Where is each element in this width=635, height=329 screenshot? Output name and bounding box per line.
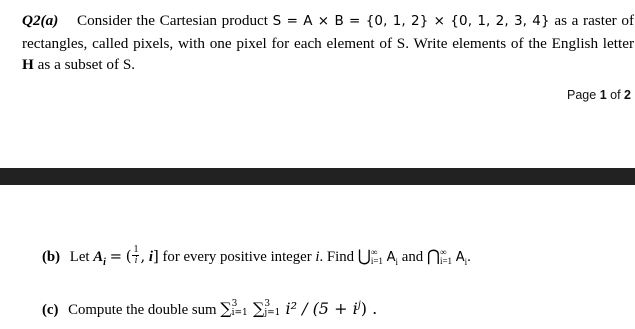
question-text-intro: Consider the Cartesian product <box>76 12 269 29</box>
question-2a <box>22 10 634 76</box>
question-text-body: as a raster of rectangles, called pixels, with one pixel for each element of S. Write elements of the English letter <box>22 12 635 52</box>
equals-sign: = <box>109 248 122 265</box>
page-prefix: Page <box>567 88 597 102</box>
sigma-i-symbol: ∑ <box>220 299 232 318</box>
fraction-one-over-i: $\frac{1}{i}$ <box>133 244 139 267</box>
and-word: and <box>401 249 424 265</box>
sum-body: i² / (5 + i <box>285 299 358 318</box>
question-label: Q2(a) <box>22 12 59 29</box>
set-a-var: A <box>93 249 104 265</box>
close-bracket: ] <box>153 248 159 265</box>
page-number <box>567 88 631 102</box>
part-b-label: (b) <box>42 249 61 265</box>
intersection-symbol: ⋂ <box>426 248 440 265</box>
double-sum-expression: ∑ 3 i=1 ∑ 3 j=1 $i^2 / (5 + i^j)$ . <box>220 298 378 318</box>
part-c-label: (c) <box>42 302 59 318</box>
part-b-var-i: i <box>315 249 320 265</box>
interval-end-i: i <box>148 249 154 265</box>
part-c-text: Compute the double sum <box>68 302 217 318</box>
set-expression: S = A × B = {0, 1, 2} × {0, 1, 2, 3, 4} <box>272 13 550 29</box>
question-text-end: as a subset of S. <box>37 56 136 73</box>
page-of: of <box>610 88 621 102</box>
page-break-bar <box>0 168 635 185</box>
union-symbol: ⋃ <box>357 248 371 265</box>
page-total: 2 <box>624 88 631 102</box>
set-a-index: i <box>103 256 106 268</box>
question-part-b: (b) Let $A_i$ = ( $\frac{1}{i}$ , i] for every positive integer i. Find ⋃ ∞ i=1 $A_i$ and ⋂ ∞ i=1 $A_i$. <box>42 244 471 268</box>
part-b-text: for every positive integer <box>162 249 312 265</box>
part-b-let: Let <box>69 249 90 265</box>
sigma-j-symbol: ∑ <box>252 299 265 318</box>
part-b-find: . Find <box>319 249 355 265</box>
question-part-c <box>42 299 377 320</box>
open-paren: ( <box>125 248 132 265</box>
letter-h: H <box>22 56 34 73</box>
page-current: 1 <box>599 88 607 102</box>
